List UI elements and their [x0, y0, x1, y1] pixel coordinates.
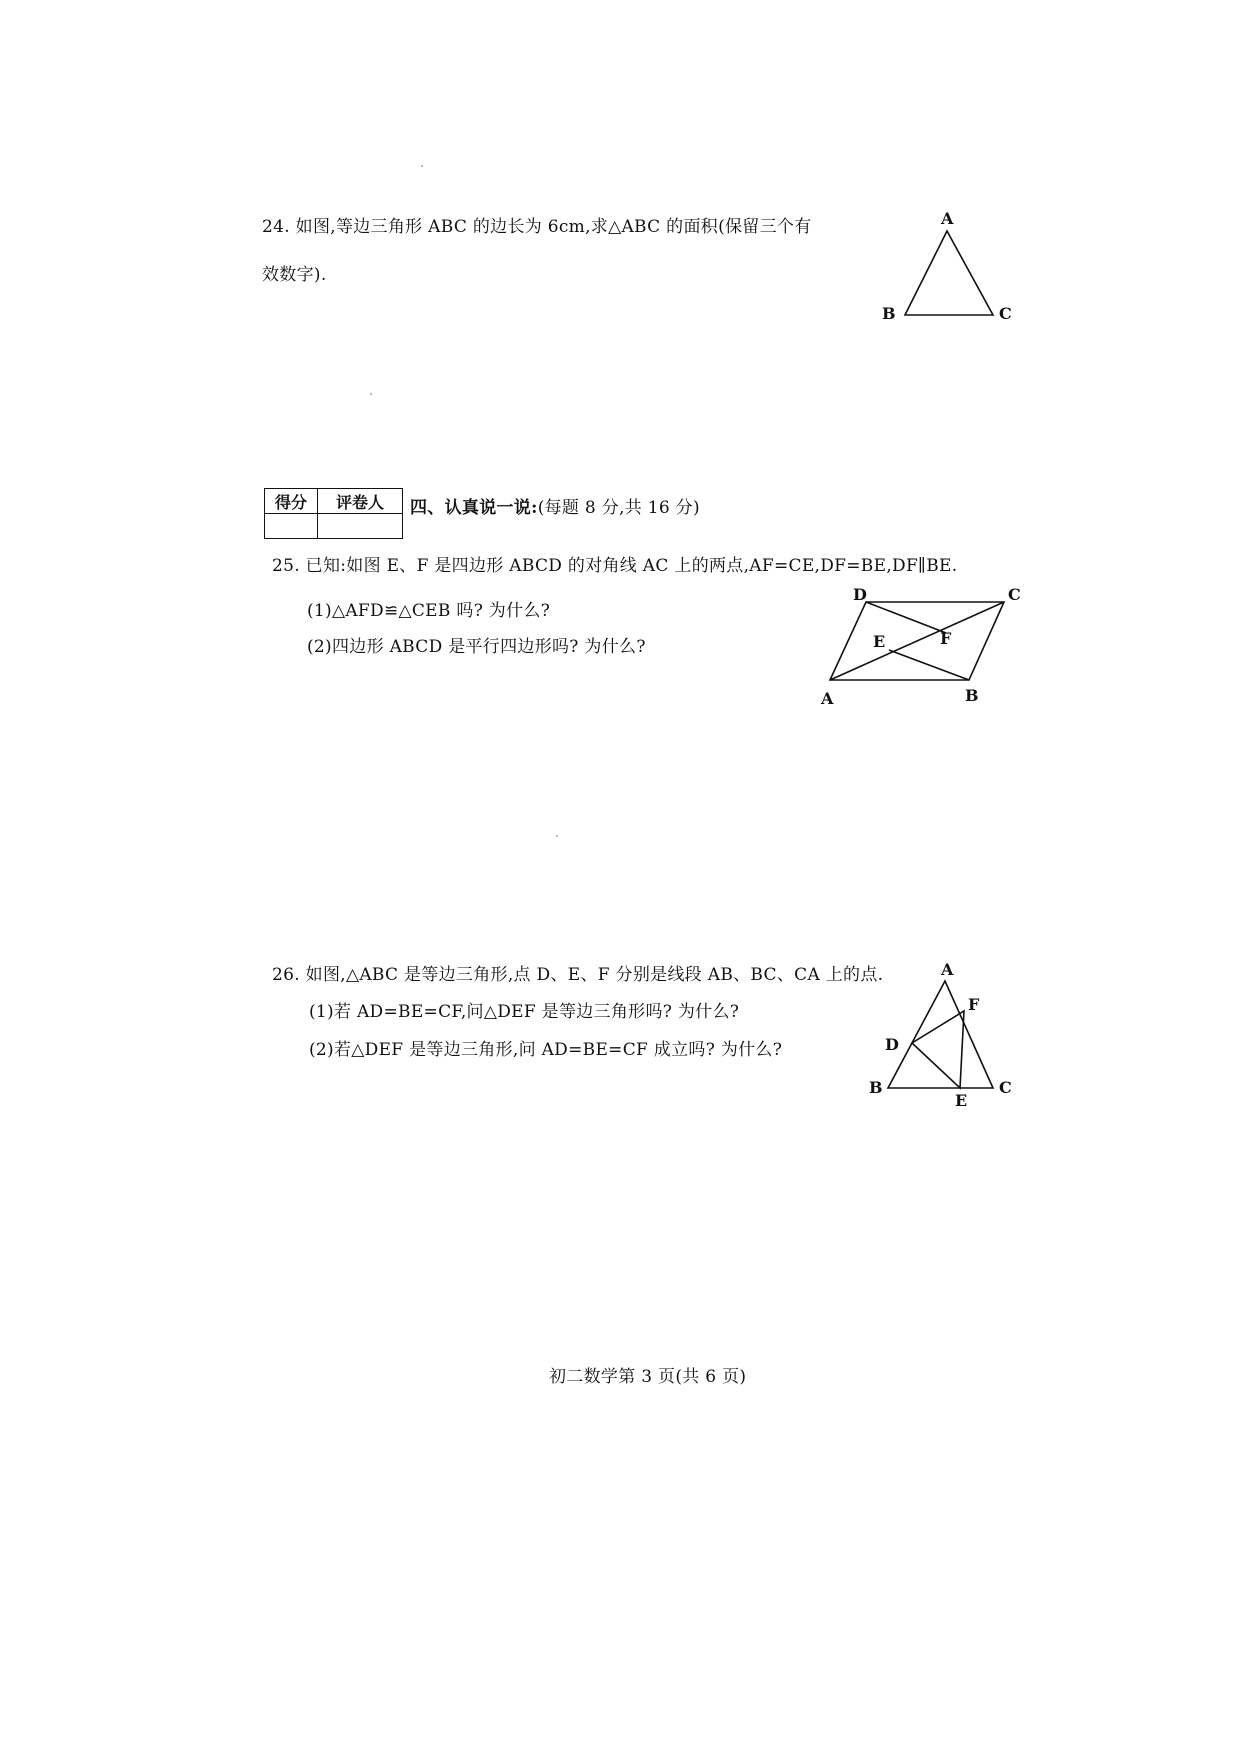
- q24-line1: 24. 如图,等边三角形 ABC 的边长为 6cm,求△ABC 的面积(保留三个有: [262, 217, 812, 237]
- vertex-label-a: A: [941, 209, 954, 228]
- figure-quadrilateral-abcd: [800, 580, 1040, 710]
- point-label-e: E: [955, 1091, 968, 1110]
- score-header: 得分: [265, 489, 318, 514]
- triangle-def-outline: [912, 1011, 964, 1088]
- section-note: (每题 8 分,共 16 分): [537, 498, 700, 518]
- grader-cell: [318, 514, 403, 539]
- point-label-d: D: [885, 1035, 899, 1054]
- grader-header: 评卷人: [318, 489, 403, 514]
- vertex-label-d: D: [853, 585, 867, 604]
- vertex-label-c: C: [999, 1078, 1012, 1097]
- segment-df: [866, 602, 946, 633]
- page-footer: 初二数学第 3 页(共 6 页): [549, 1367, 747, 1387]
- triangle-outline: [905, 231, 993, 315]
- q25-part1: (1)△AFD≌△CEB 吗? 为什么?: [307, 601, 551, 621]
- section-heading: [410, 493, 700, 518]
- figure-equilateral-def: [860, 955, 1020, 1110]
- q26-part2: (2)若△DEF 是等边三角形,问 AD=BE=CF 成立吗? 为什么?: [309, 1040, 783, 1060]
- vertex-label-c: C: [1008, 585, 1021, 604]
- score-box: [264, 488, 403, 539]
- vertex-label-b: B: [965, 686, 979, 705]
- q26-part1: (1)若 AD=BE=CF,问△DEF 是等边三角形吗? 为什么?: [309, 1002, 740, 1022]
- point-label-f: F: [940, 629, 952, 648]
- vertex-label-b: B: [882, 304, 896, 323]
- scan-speck: [370, 393, 372, 395]
- point-label-f: F: [968, 995, 980, 1014]
- q24-line2: 效数字).: [262, 265, 327, 285]
- vertex-label-a: A: [941, 960, 954, 979]
- vertex-label-c: C: [999, 304, 1012, 323]
- figure-triangle-abc: [870, 205, 1020, 325]
- score-cell: [265, 514, 318, 539]
- q25-stem: 25. 已知:如图 E、F 是四边形 ABCD 的对角线 AC 上的两点,AF=CE,DF=BE,DF∥BE.: [272, 556, 958, 576]
- scan-speck: [421, 165, 423, 167]
- diagonal-ac: [830, 602, 1004, 680]
- vertex-label-a: A: [821, 689, 834, 708]
- q25-part2: (2)四边形 ABCD 是平行四边形吗? 为什么?: [307, 637, 646, 657]
- point-label-e: E: [873, 632, 886, 651]
- vertex-label-b: B: [869, 1078, 883, 1097]
- segment-be: [889, 650, 969, 680]
- q26-stem: 26. 如图,△ABC 是等边三角形,点 D、E、F 分别是线段 AB、BC、CA 上的点.: [272, 965, 884, 985]
- section-title: 四、认真说一说:: [410, 498, 538, 518]
- scan-speck: [556, 835, 558, 837]
